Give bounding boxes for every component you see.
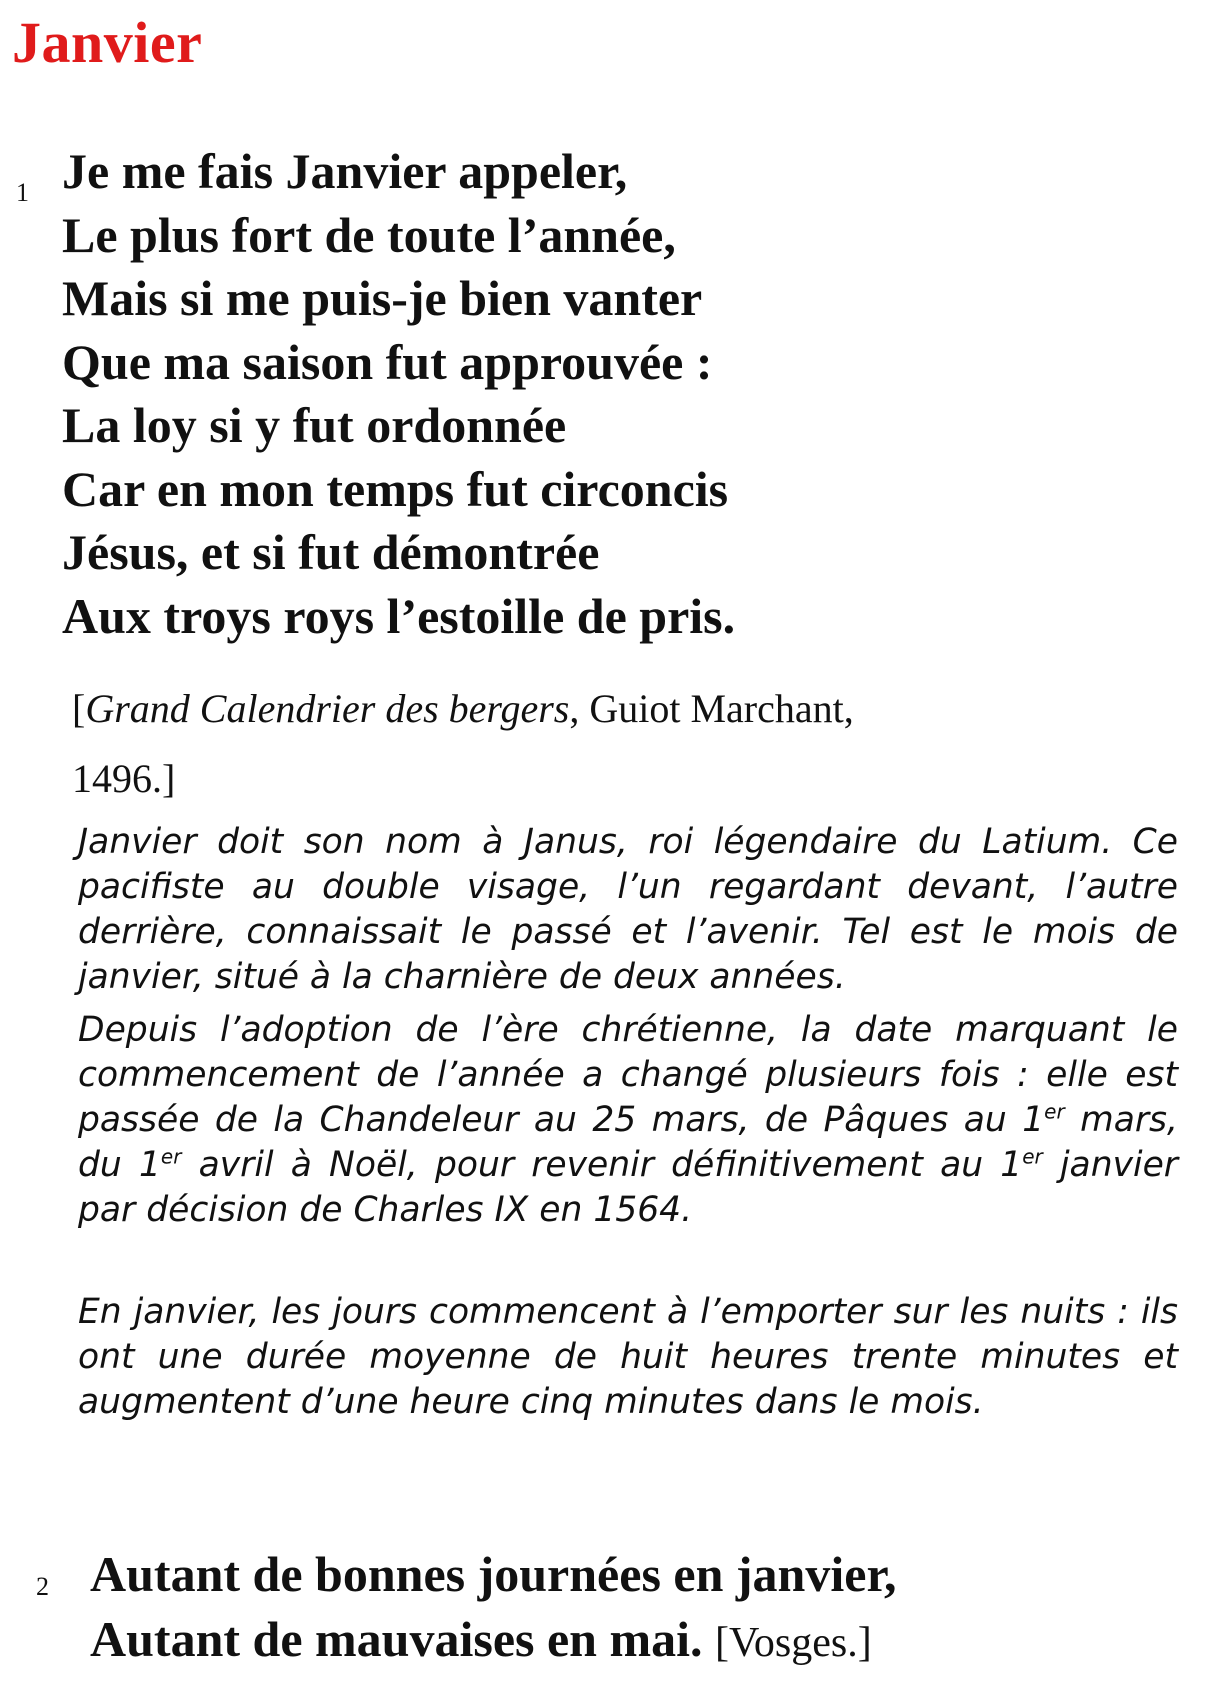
source-bracket: [ [72,686,86,731]
verse-line: Mais si me puis-je bien vanter [62,270,703,326]
entry-number-2: 2 [36,1572,49,1601]
commentary-text: janvier par décision de Charles IX en 1564. [78,1145,1178,1230]
verse-line: Car en mon temps fut circoncis [62,460,729,517]
verse-line: Autant de bonnes journées en janvier, [90,1546,897,1602]
ordinal-suffix: er [1022,1144,1043,1169]
source-citation-1 [72,680,854,738]
commentary-paragraph-2 [78,1008,1178,1233]
source-year-1: 1496.] [72,756,176,801]
verse-line: Autant de mauvaises en mai. [90,1611,703,1667]
verse-2 [90,1542,897,1676]
source-citation-2: [Vosges.] [715,1620,872,1666]
ordinal-suffix: er [160,1144,182,1169]
verse-1 [62,140,735,648]
verse-line: Je me fais Janvier appeler, [62,143,628,199]
verse-line: Que ma saison fut approuvée : [62,333,713,390]
ordinal-suffix: er [1044,1099,1065,1124]
verse-line: Aux troys roys l’estoille de pris. [62,587,736,644]
entry-number-1: 1 [16,178,29,207]
source-title: Grand Calendrier des bergers [85,686,570,731]
verse-line: La loy si y fut ordonnée [62,397,567,453]
commentary-text: Depuis l’adoption de l’ère chrétienne, la date marquant le commencement de l’année a changé plusieurs fois : elle est passée de la Chandeleur au 25 mars, de Pâques au 1 [78,1010,1178,1140]
verse-line: Le plus fort de toute l’année, [62,206,676,263]
page-title: Janvier [12,10,203,75]
commentary-text: mars, du 1 [78,1100,1178,1185]
commentary-paragraph-1: Janvier doit son nom à Janus, roi légendaire du Latium. Ce pacifiste au double visage, l’un regardant devant, l’autre derrière, connaissait le passé et l’avenir. Tel est le mois de janvier, situé à la charnière de deux années. [78,822,1178,997]
source-author: , Guiot Marchant, [569,686,854,731]
verse-line-with-source [90,1607,897,1676]
commentary-text: avril à Noël, pour revenir définitivement au 1 [181,1145,1023,1185]
verse-line: Jésus, et si fut démontrée [62,524,600,580]
commentary-paragraph-3: En janvier, les jours commencent à l’emporter sur les nuits : ils ont une durée moyenne de huit heures trente minutes et augmentent d’une heure cinq minutes dans le mois. [78,1292,1178,1422]
